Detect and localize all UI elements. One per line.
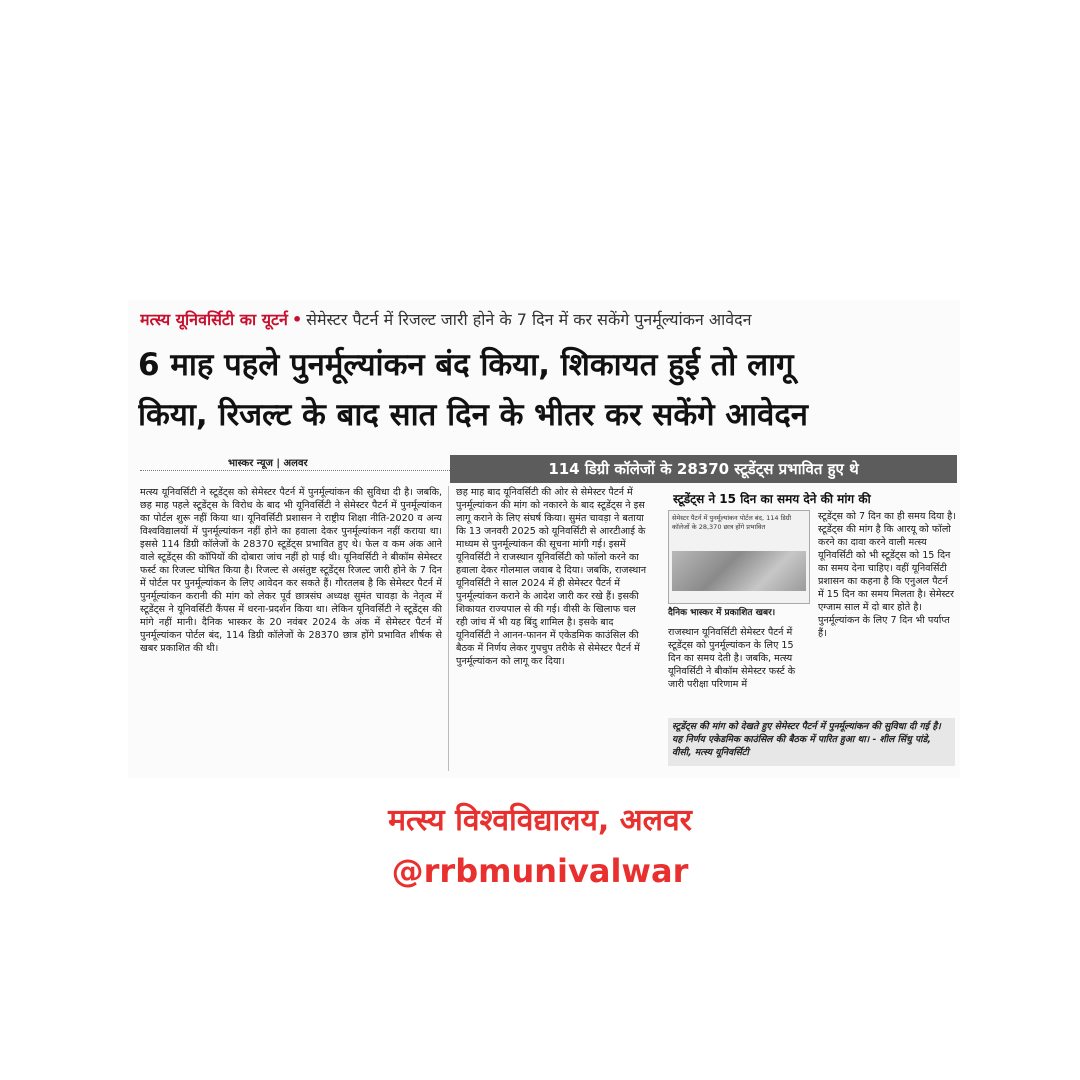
article-column-3: राजस्थान यूनिवर्सिटी सेमेस्टर पैटर्न में स्टूडेंट्स को पुनर्मूल्यांकन के लिए 15 दिन का समय देती है। जबकि, मत्स्य यूनिवर्सिटी ने बीकॉम सेमेस्टर फर्स्ट के जारी परीक्षा परिणाम में (668, 627, 796, 690)
vc-quote-box: स्टूडेंट्स की मांग को देखते हुए सेमेस्टर पैटर्न में पुनर्मूल्यांकन की सुविधा दी गई है। यह निर्णय एकेडमिक काउंसिल की बैठक में पारित हुआ था। - शील सिंधु पांडे, वीसी, मत्स्य यूनिवर्सिटी (668, 718, 955, 766)
kicker-label: मत्स्य यूनिवर्सिटी का यूटर्न (140, 310, 288, 329)
inset-clipping-text: सेमेस्टर पैटर्न में पुनर्मूल्यांकन पोर्टल बंद, 114 डिग्री कॉलेजों के 28,370 छात्र होंगे प्रभावित (672, 514, 792, 531)
inset-clipping (668, 510, 810, 604)
byline: भास्कर न्यूज | अलवर (228, 458, 308, 469)
footer-handle: @rrbmunivalwar (391, 852, 689, 890)
inset-caption: दैनिक भास्कर में प्रकाशित खबर। (668, 608, 776, 618)
inset-photo (672, 551, 806, 591)
footer-title: मत्स्य विश्वविद्यालय, अलवर (388, 803, 692, 838)
headline-line-1: 6 माह पहले पुनर्मूल्यांकन बंद किया, शिकायत हुई तो लागू (138, 347, 794, 383)
article-column-4: स्टूडेंट्स को 7 दिन का ही समय दिया है। स्टूडेंट्स की मांग है कि आरयू को फॉलो करने का दावा करने वाली मत्स्य यूनिवर्सिटी को भी स्टूडेंट्स को 15 दिन का समय देना चाहिए। वहीं यूनिवर्सिटी प्रशासन का कहना है कि एनुअल पैटर्न में 15 दिन का समय मिलता है। सेमेस्टर एग्जाम साल में दो बार होते है। पुनर्मूल्यांकन के लिए 7 दिन भी पर्याप्त हैं। (818, 511, 956, 639)
kicker-line (140, 308, 955, 336)
section-banner: 114 डिग्री कॉलेजों के 28370 स्टूडेंट्स प्रभावित हुए थे (450, 455, 957, 483)
kicker-summary: सेमेस्टर पैटर्न में रिजल्ट जारी होने के 7 दिन में कर सकेंगे पुनर्मूल्यांकन आवेदन (306, 310, 752, 329)
byline-divider (140, 470, 452, 471)
column-divider (448, 486, 449, 771)
headline-line-2: किया, रिजल्ट के बाद सात दिन के भीतर कर सकेंगे आवेदन (138, 397, 809, 433)
sub-headline: स्टूडेंट्स ने 15 दिन का समय देने की मांग की (673, 492, 871, 506)
article-column-1: मत्स्य यूनिवर्सिटी ने स्टूडेंट्स को सेमेस्टर पैटर्न में पुनर्मूल्यांकन की सुविधा दी है। जबकि, छह माह पहले स्टूडेंट्स के विरोध के बाद भी यूनिवर्सिटी ने सेमेस्टर पैटर्न में पुनर्मूल्यांकन का पोर्टल शुरू नहीं किया था। यूनिवर्सिटी प्रशासन ने राष्ट्रीय शिक्षा नीति-2020 व अन्य विश्वविद्यालयों में पुनर्मूल्यांकन नहीं होने का हवाला देकर पुनर्मूल्यांकन नहीं कराया था। इससे 114 डिग्री कॉलेजों के 28370 स्टूडेंट्स प्रभावित हुए थे। फेल व कम अंक आने वाले स्टूडेंट्स की कॉपियों की दोबारा जांच नहीं हो पाई थी। यूनिवर्सिटी ने बीकॉम सेमेस्टर फर्स्ट का रिजल्ट घोषित किया है। रिजल्ट से असंतुष्ट स्टूडेंट्स रिजल्ट जारी होने के 7 दिन में पोर्टल पर पुनर्मूल्यांकन के लिए आवेदन कर सकते हैं। गौरतलब है कि सेमेस्टर पैटर्न में पुनर्मूल्यांकन करानी की मांग को लेकर पूर्व छात्रसंघ अध्यक्ष सुमंत चावड़ा के नेतृत्व में स्टूडेंट्स ने यूनिवर्सिटी कैंपस में धरना-प्रदर्शन किया था। लेकिन यूनिवर्सिटी ने स्टूडेंट्स की मांगे नहीं मानी। दैनिक भास्कर के 20 नवंबर 2024 के अंक में सेमेस्टर पैटर्न में पुनर्मूल्यांकन पोर्टल बंद, 114 डिग्री कॉलेजों के 28370 छात्र होंगे प्रभावित शीर्षक से खबर प्रकाशित की थी। (140, 487, 442, 654)
article-column-2: छह माह बाद यूनिवर्सिटी की ओर से सेमेस्टर पैटर्न में पुनर्मूल्यांकन की मांग को नकारने के बाद स्टूडेंट्स ने इस लागू कराने के लिए संघर्ष किया। सुमंत चावड़ा ने बताया कि 13 जनवरी 2025 को यूनिवर्सिटी से आरटीआई के माध्यम से पुनर्मूल्यांकन की सूचना मांगी गई। इसमें यूनिवर्सिटी ने राजस्थान यूनिवर्सिटी को फॉलो करने का हवाला देकर गोलमाल जवाब दे दिया। जबकि, राजस्थान यूनिवर्सिटी ने साल 2024 में ही सेमेस्टर पैटर्न में पुनर्मूल्यांकन कराने के आदेश जारी कर रखे हैं। इसकी शिकायत राज्यपाल से की गई। वीसी के खिलाफ चल रही जांच में भी यह बिंदु शामिल है। इसके बाद यूनिवर्सिटी ने आनन-फानन में एकेडमिक काउंसिल की बैठक में निर्णय लेकर गुपचुप तरीके से सेमेस्टर पैटर्न में पुनर्मूल्यांकन को लागू कर दिया। (456, 487, 647, 667)
headline (138, 340, 956, 440)
kicker-separator: • (291, 310, 303, 329)
newspaper-clipping (128, 300, 960, 778)
